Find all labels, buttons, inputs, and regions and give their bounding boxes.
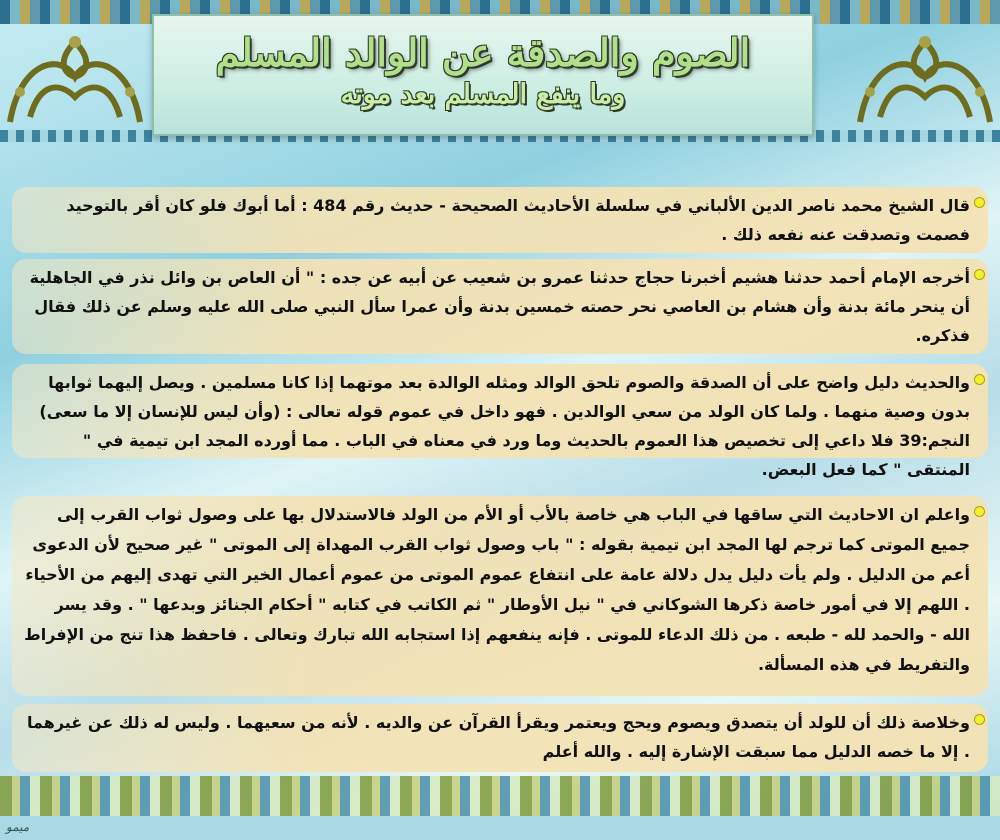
bottom-decorative-band [0, 776, 1000, 816]
paragraph-text: والحديث دليل واضح على أن الصدقة والصوم تلحق الوالد ومثله الوالدة بعد موتهما إذا كانا مسلمين . ويصل إليهما ثوابها بدون وصية منهما . ولما كان الولد من سعي الوالدين . فهو داخل في عموم قوله تعالى : (وأن ليس للإنسان إلا ما سعى) النجم:39 فلا داعي إلى تخصيص هذا العموم بالحديث وما ورد في معناه في الباب . مما أورده المجد ابن تيمية في " المنتقى " كما فعل البعض. [39, 373, 970, 479]
paragraph-summary [12, 704, 988, 772]
bullet-icon [974, 506, 985, 517]
signature: ميمو [6, 820, 30, 834]
bullet-icon [974, 269, 985, 280]
bullet-icon [974, 197, 985, 208]
paragraph-text: وخلاصة ذلك أن للولد أن يتصدق ويصوم ويحج ويعتمر ويقرأ القرآن عن والديه . لأنه من سعيهما . وليس له ذلك عن غيرهما . إلا ما خصه الدليل مما سبقت الإشارة إليه . والله أعلم [27, 713, 970, 761]
bullet-icon [974, 714, 985, 725]
page-subtitle: وما ينفع المسلم بعد موته [340, 79, 626, 110]
page-title: الصوم والصدقة عن الوالد المسلم [215, 30, 751, 75]
bottom-strip [0, 816, 1000, 840]
title-panel [152, 14, 814, 136]
paragraph-hadith-citation [12, 187, 988, 253]
paragraph-text: واعلم ان الاحاديث التي ساقها في الباب هي خاصة بالأب أو الأم من الولد فالاستدلال بها على وصول ثواب القرب إلى جميع الموتى كما ترجم لها المجد ابن تيمية بقوله : " باب وصول ثواب القرب المهداة إلى الموتى " غير صحيح لأن الدعوى أعم من الدليل . ولم يأت دليل يدل دلالة عامة على انتفاع عموم الموتى من عموم أعمال الخير التي تهدى إليهم من الأحياء . اللهم إلا في أمور خاصة ذكرها الشوكاني في " نيل الأوطار " ثم الكاتب في كتابه " أحكام الجنائز وبدعها " . وقد يسر الله - والحمد لله - طبعه . من ذلك الدعاء للموتى . فإنه ينفعهم إذا استجابه الله تبارك وتعالى . فاحفظ هذا تنج من الإفراط والتفريط في هذه المسألة. [24, 505, 970, 674]
paragraph-evidence [12, 364, 988, 479]
left-arabesque-ornament [0, 22, 150, 132]
paragraph-hadith-chain [12, 259, 988, 354]
paragraph-text: قال الشيخ محمد ناصر الدين الألباني في سلسلة الأحاديث الصحيحة - حديث رقم 484 : أما أبوك فلو كان أقر بالتوحيد فصمت وتصدقت عنه نفعه ذلك . [66, 196, 970, 244]
bullet-icon [974, 374, 985, 385]
paragraph-text: أخرجه الإمام أحمد حدثنا هشيم أخبرنا حجاج حدثنا عمرو بن شعيب عن أبيه عن جده : " أن العاص بن وائل نذر في الجاهلية أن ينحر مائة بدنة وأن هشام بن العاصي نحر حصته خمسين بدنة وأن عمرا سأل النبي صلى الله عليه وسلم عن ذلك فقال فذكره. [29, 268, 970, 345]
paragraph-explanation [12, 496, 988, 696]
right-arabesque-ornament [850, 22, 1000, 132]
